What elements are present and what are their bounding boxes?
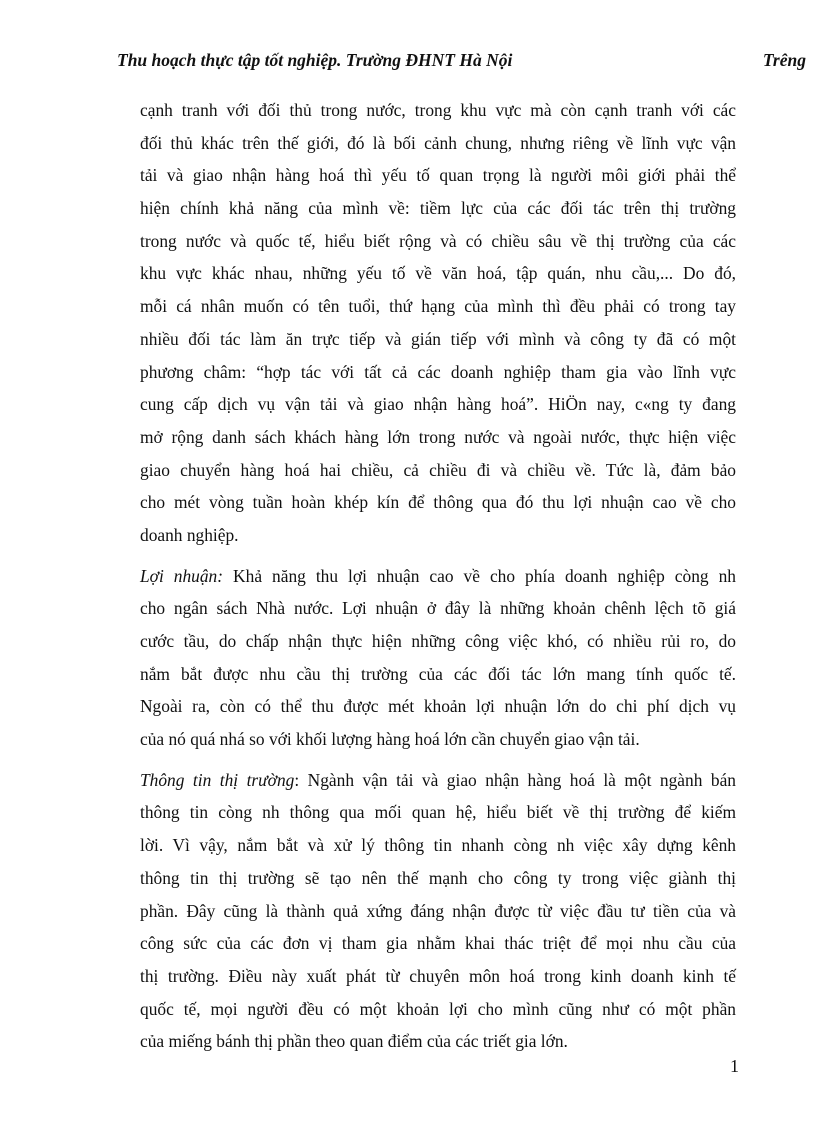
text-line: quốc tế, mọi người đều có một khoản lợi cho mình cũng như có một phần (140, 998, 736, 1019)
paragraph-term: Lợi nhuận: (140, 565, 224, 586)
text-line: nhiều đối tác làm ăn trực tiếp và gián tiếp với mình và công ty đã có một (140, 328, 736, 349)
text-line: tải và giao nhận hàng hoá thì yếu tố quan trọng là người môi giới phải thể (140, 165, 736, 186)
text-line (140, 560, 736, 593)
text-line: thông tin thị trường sẽ tạo nên thế mạnh cho công ty trong việc giành thị (140, 867, 736, 888)
text-line: công sức của các đơn vị tham gia nhằm khai thác triệt để mọi nhu cầu của (140, 933, 736, 954)
header-title: Thu hoạch thực tập tốt nghiệp. Trường ĐHNT Hà Nội (117, 50, 513, 70)
text-line: đối thủ khác trên thế giới, đó là bối cảnh chung, nhưng riêng về lĩnh vực vận (140, 132, 736, 153)
text-line-rest: Khả năng thu lợi nhuận cao về cho phía doanh nghiệp còng nh (223, 565, 736, 586)
paragraph-term: Thông tin thị trường (140, 769, 295, 790)
text-line: doanh nghiệp. (140, 524, 239, 545)
text-line: cung cấp dịch vụ vận tải và giao nhận hàng hoá”. HiÖn nay, c«ng ty đang (140, 394, 736, 415)
text-line: lời. Vì vậy, nắm bắt và xử lý thông tin nhanh còng nh việc xây dựng kênh (140, 835, 736, 856)
text-line: phương châm: “hợp tác với tất cả các doanh nghiệp tham gia vào lĩnh vực (140, 361, 736, 382)
paragraph-intro (140, 94, 736, 552)
text-line-rest: : Ngành vận tải và giao nhận hàng hoá là một ngành bán (294, 769, 736, 790)
text-line: giao chuyển hàng hoá hai chiều, cả chiều đi và chiều về. Tức là, đảm bảo (140, 459, 736, 480)
text-line (140, 764, 736, 797)
page-header (117, 46, 806, 74)
text-line: của miếng bánh thị phần theo quan điểm của các triết gia lớn. (140, 1031, 568, 1052)
text-line: cạnh tranh với đối thủ trong nước, trong khu vực mà còn cạnh tranh với các (140, 100, 736, 120)
paragraph-market-info (140, 764, 736, 1058)
text-line: cho mét vòng tuần hoàn khép kín để thông qua đó thu lợi nhuận cao về cho (140, 492, 736, 513)
text-line: hiện chính khả năng của mình về: tiềm lực của các đối tác trên thị trường (140, 198, 736, 219)
text-line: thông tin còng nh thông qua mối quan hệ, hiểu biết về thị trường để kiếm (140, 802, 736, 823)
text-line: thị trường. Điều này xuất phát từ chuyên môn hoá trong kinh doanh kinh tế (140, 965, 736, 986)
text-line: trong nước và quốc tế, hiểu biết rộng và có chiều sâu về thị trường của các (140, 230, 736, 251)
header-right-text: Trêng (762, 50, 806, 70)
text-line: cho ngân sách Nhà nước. Lợi nhuận ở đây là những khoản chênh lệch tõ giá (140, 598, 736, 619)
text-line: mỗi cá nhân muốn có tên tuổi, thứ hạng của mình thì đều phải có trong tay (140, 296, 736, 317)
paragraph-profit (140, 560, 736, 756)
text-line: phần. Đây cũng là thành quả xứng đáng nhận được từ việc đầu tư tiền của và (140, 900, 736, 921)
text-line: cước tầu, do chấp nhận thực hiện những công việc khó, có nhiều rủi ro, do (140, 631, 736, 651)
page-number: 1 (730, 1056, 739, 1076)
text-line: nắm bắt được nhu cầu thị trường của các đối tác lớn mang tính quốc tế. (140, 663, 736, 684)
text-line: mở rộng danh sách khách hàng lớn trong nước và ngoài nước, thực hiện việc (140, 426, 736, 447)
document-body (140, 94, 736, 1066)
text-line: Ngoài ra, còn có thể thu được mét khoản lợi nhuận lớn do chi phí dịch vụ (140, 696, 736, 717)
text-line: của nó quá nhá so với khối lượng hàng hoá lớn cần chuyển giao vận tải. (140, 729, 640, 750)
text-line: khu vực khác nhau, những yếu tố về văn hoá, tập quán, nhu cầu,... Do đó, (140, 263, 736, 284)
